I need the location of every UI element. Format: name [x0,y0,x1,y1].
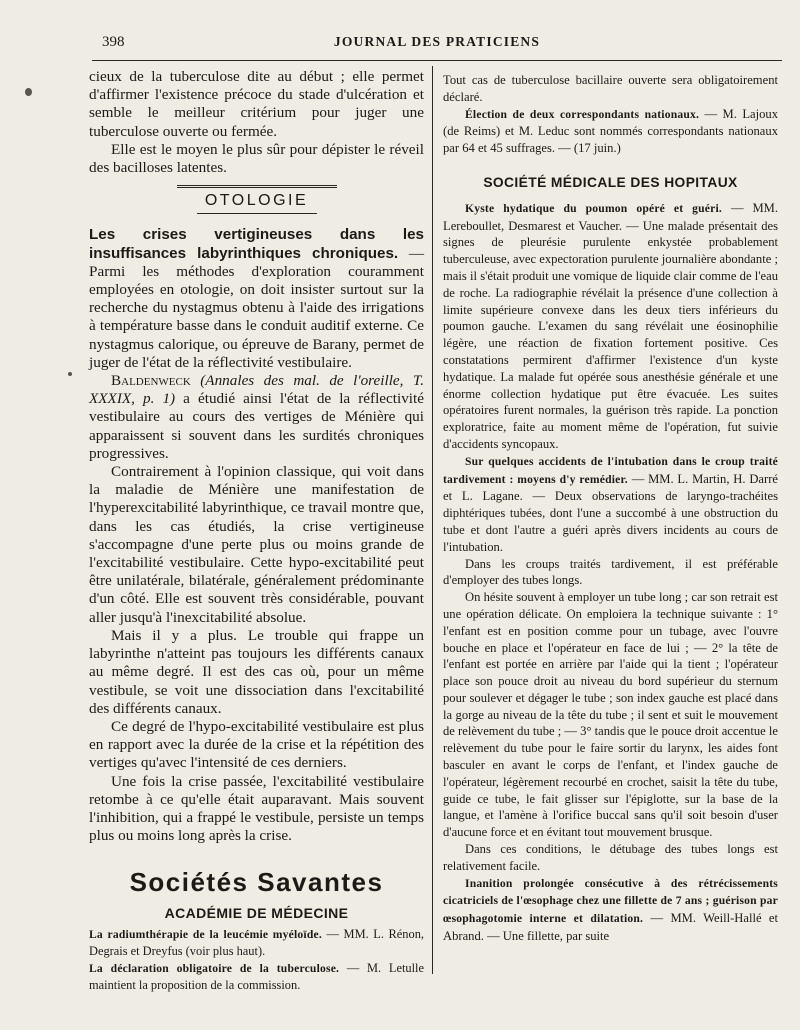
journal-reference: (Annales des mal. de l'oreille, T. XXXIX, p. 1) [89,372,425,408]
entry-title: Élection de deux correspondants nationaux. [465,107,700,121]
journal-title: JOURNAL DES PRATICIENS [333,34,541,49]
left-column [89,68,424,995]
entry-title: La radiumthérapie de la leucémie myéloïde. [89,927,322,941]
ink-spot [25,88,32,96]
column-divider [432,66,433,974]
entry-text: — MM. L. Rénon, Degrais et Dreyfus (voir plus haut). [89,926,424,958]
article-text: — Parmi les méthodes d'exploration couramment employées en otologie, on doit insister surtout sur la recherche du nystagmus obtenu à l'aide des irrigations à température basse dans le conduit auditif externe. Ce nystagmus calorique, ou épreuve de Barany, permet de juger de l'état de la réflectivité vestibulaire. [89,244,424,371]
entry-title: Sur quelques accidents de l'intubation dans le croup traité tardivement : moyens d'y remédier. [443,454,778,486]
header-rule [92,60,782,61]
societe-medicale-heading: SOCIÉTÉ MÉDICALE DES HOPITAUX [483,174,738,190]
paragraph: cieux de la tuberculose dite au début ; elle permet d'affirmer l'existence précoce du stade d'ulcération et semble le meilleur critérium pour juger une tuberculose ouverte ou fermée. [89,68,424,140]
paragraph: Dans les croups traités tardivement, il est préférable d'employer des tubes longs. [443,556,778,588]
article-title: Les crises vertigineuses dans les insuffisances labyrinthiques chroniques. [89,226,424,262]
article-paragraph [89,226,424,372]
entry-text: — MM. L. Martin, H. Darré et L. Lagane. — Deux observations de laryngo-trachéites diphtériques tubées, dont l'une a succombé à une obstruction du tube et dont l'autre a guéri après divers incidents au cours de l'intubation. [443,471,778,554]
entry-text: — M. Lajoux (de Reims) et M. Leduc sont nommés correspondants nationaux par 64 et 45 suffrages. — (17 juin.) [443,106,779,156]
entry [443,200,778,453]
paragraph: Ce degré de l'hypo-excitabilité vestibulaire est plus en rapport avec la durée de la crise et la répétition des vertiges qu'avec l'intensité de ces derniers. [89,717,424,772]
paragraph: On hésite souvent à employer un tube long ; car son retrait est une opération délicate. On emploiera la technique suivante : 1° l'enfant est en position comme pour un tubage, avec l'ouvre bouche en place et l'opérateur en face de lui ; — 2° la tête de l'enfant est portée en arrière par l'aide qui la tient ; l'opérateur place son pouce droit au niveau du bord supérieur du sternum pour soulever et dégager le tube ; son index gauche est placé dans la gorge au niveau de la tête du tube ; il sent et suit le mouvement de relèvement du tube ; — 3° tandis que le pouce droit accentue le relèvement du tube pour le faire sortir du larynx, les aides font basculer en avant le corps de l'enfant, et l'index gauche de l'opérateur, légèrement recourbé en crochet, saisit la tête du tube, guide ce tube, le fait glisser sur l'épiglotte, sur la base de la langue, et l'amène à l'orifice buccal sans qu'il soit besoin d'user d'aucune force et en évitant tout mouvement brusque. [443,590,778,840]
section-rule [197,213,317,214]
paragraph-text: a étudié ainsi l'état de la réflectivité vestibulaire au cours des vertiges de Ménière qui apparaissent si souvent dans les surdités chroniques progressives. [89,390,424,462]
paragraph: Une fois la crise passée, l'excitabilité vestibulaire retombe à ce qu'elle était auparavant. Mais souvent l'inhibition, qui a frappé le vestibule, persiste un temps plus ou moins long après la crise. [89,772,424,845]
paragraph: Tout cas de tuberculose bacillaire ouverte sera obligatoirement déclaré. [443,73,778,104]
entry [443,875,778,945]
author-name: Baldenweck [111,372,191,390]
entry [89,960,424,994]
section-heading-otologie: OTOLOGIE [204,192,309,210]
entry-text: — MM. Weill-Hallé et Abrand. — Une fillette, par suite [443,911,778,944]
page-number: 398 [102,34,125,50]
paragraph: Dans ces conditions, le détubage des tubes longs est relativement facile. [443,842,778,873]
page-header [92,34,782,54]
paragraph: Elle est le moyen le plus sûr pour dépister le réveil des bacilloses latentes. [89,140,424,177]
paragraph [89,372,424,463]
entry-text: — MM. Lereboullet, Desmarest et Vaucher. — Une malade présentait des signes de pleurésie purulente enkystée probablement tuberculeuse, avec expectoration purulente journalière abondante ; mais il s'était produit une vomique de liquide clair comme de l'eau de roche. La radiographie révélait la présence d'une collection à limite supérieure convexe dans les deux tiers inférieurs du poumon gauche. L'examen du sang révélait une éosinophilie légère, une réaction de fixation fortement positive. Ces constatations permirent d'affirmer l'existence d'un kyste hydatique. La malade fut opérée sous anesthésie générale et une énorme collection hydatique put être évacuée. Les suites opératoires furent normales, la guérison très rapide. La ponction exploratrice, faite au moment même de l'opération, fut suivie d'accidents syncopaux. [443,200,778,451]
societes-savantes-heading: Sociétés Savantes [129,867,384,898]
ink-spot [68,372,72,376]
right-column [443,72,778,945]
paragraph: Mais il y a plus. Le trouble qui frappe un labyrinthe n'atteint pas toujours les différents canaux au même degré. Il est des cas où, pour un même vestibule, se voit une dissociation dans l'excitabilité des différents canaux. [89,626,424,717]
entry-title: Inanition prolongée consécutive à des rétrécissements cicatriciels de l'œsophage chez une fillette de 7 ans ; guérison par œsophagotomie interne et dilatation. [443,876,778,926]
entry [443,453,778,556]
entry [443,106,778,157]
entry-text: — M. Letulle maintient la proposition de la commission. [89,961,424,993]
entry-title: La déclaration obligatoire de la tuberculose. [89,962,340,976]
entry-title: Kyste hydatique du poumon opéré et guéri. [465,201,723,215]
paragraph: Contrairement à l'opinion classique, qui voit dans la maladie de Ménière une manifestation de l'hyperexcitabilité labyrinthique, ce travail montre que, dans les cas étudiés, la crise vertigineuse s'accompagne d'une perte plus ou moins grande de l'excitabilité vestibulaire. Cette hypo-excitabilité peut être unilatérale, bilatérale, généralement prédominante d'un côté. Elle est souvent très considérable, pouvant aller jusqu'à l'inexcitabilité absolue. [89,463,424,626]
academie-heading: ACADÉMIE DE MÉDECINE [164,904,349,921]
entry [89,926,424,960]
section-rule [177,185,337,188]
